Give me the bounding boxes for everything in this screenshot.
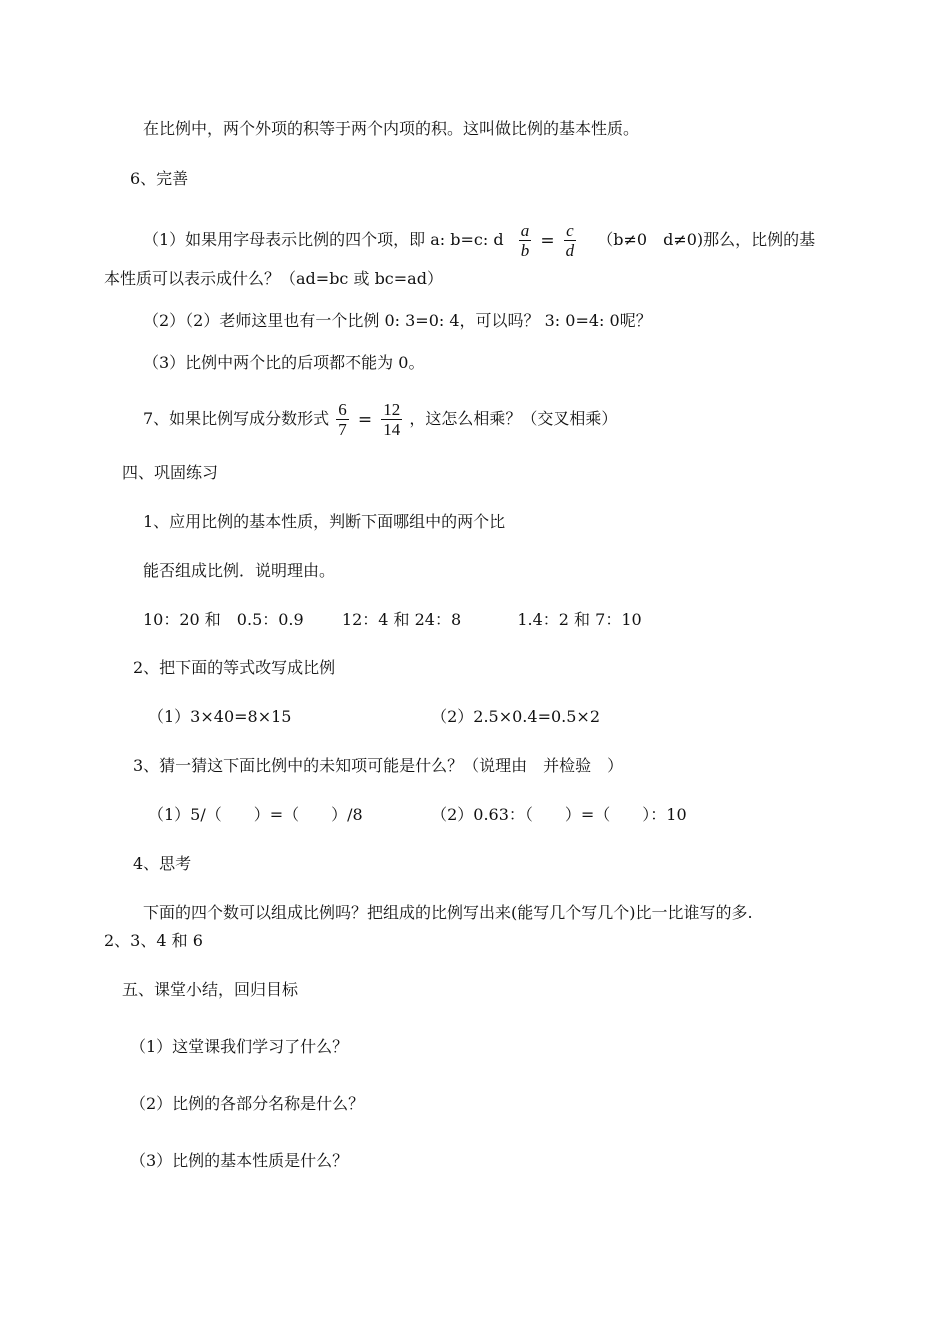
exercise-2-items — [148, 706, 600, 728]
exercise-3-prompt: 3、猜一猜这下面比例中的未知项可能是什么？（说理由 并检验 ） — [133, 756, 624, 775]
paragraph-basic-property: 在比例中，两个外项的积等于两个内项的积。这叫做比例的基本性质。 — [143, 119, 640, 138]
fraction-numerator: a — [520, 221, 530, 240]
proportion-blank-2: （2）0.63：（ ）=（ ）：10 — [431, 805, 687, 824]
exercise-3-items — [148, 804, 687, 826]
line-teacher-example: （2）（2）老师这里也有一个比例 0: 3=0: 4，可以吗？ 3: 0=4: 0呢？ — [143, 311, 652, 330]
exercise-2-prompt: 2、把下面的等式改写成比例 — [133, 658, 336, 677]
exercise-1-prompt: 1、应用比例的基本性质，判断下面哪组中的两个比 — [143, 512, 506, 531]
fraction-denominator: d — [565, 241, 575, 260]
fraction-numerator: 6 — [338, 400, 347, 419]
heading-consolidation-practice: 四、巩固练习 — [122, 463, 219, 482]
line-letters-represent — [143, 218, 815, 263]
ratio-pair-1: 10：20 和 0.5：0.9 — [143, 610, 304, 629]
equals-sign: = — [540, 230, 555, 251]
proportion-blank-1: （1）5/（ ）=（ ）/8 — [148, 805, 363, 824]
line-property-expression: 本性质可以表示成什么？（ad=bc 或 bc=ad） — [104, 269, 443, 288]
fraction-c-over-d — [564, 221, 577, 260]
exercise-1-subprompt: 能否组成比例．说明理由。 — [143, 561, 336, 580]
fraction-denominator: b — [520, 241, 530, 260]
fraction-numerator: c — [566, 221, 574, 240]
line-fraction-form — [143, 397, 617, 442]
summary-question-2: （2）比例的各部分名称是什么？ — [130, 1094, 365, 1113]
text-conditions: （b≠0 d≠0)那么，比例的基 — [597, 230, 816, 249]
fraction-numerator: 12 — [383, 400, 401, 419]
exercise-4-prompt: 下面的四个数可以组成比例吗？把组成的比例写出来(能写几个写几个)比一比谁写的多. — [143, 903, 753, 922]
exercise-4-numbers: 2、3、4 和 6 — [104, 931, 203, 950]
ratio-pair-2: 12：4 和 24：8 — [341, 610, 462, 629]
exercise-4-heading: 4、思考 — [133, 854, 192, 873]
text-cross-multiply: ，这怎么相乘？（交叉相乘） — [409, 409, 618, 428]
text-fraction-intro: 7、如果比例写成分数形式 — [143, 409, 330, 428]
fraction-denominator: 14 — [383, 420, 401, 439]
text-letters-intro: （1）如果用字母表示比例的四个项，即 a: b=c: d — [143, 230, 504, 249]
exercise-1-pairs — [143, 609, 642, 631]
heading-class-summary: 五、课堂小结，回归目标 — [122, 980, 299, 999]
fraction-a-over-b — [519, 221, 532, 260]
equation-1: （1）3×40=8×15 — [148, 707, 292, 726]
equals-sign: = — [357, 409, 373, 430]
fraction-denominator: 7 — [338, 420, 347, 439]
ratio-pair-3: 1.4：2 和 7：10 — [517, 610, 642, 629]
fraction-12-over-14 — [381, 400, 402, 439]
line-consequent-not-zero: （3）比例中两个比的后项都不能为 0。 — [143, 353, 425, 372]
fraction-6-over-7 — [336, 400, 349, 439]
heading-6-perfect: 6、完善 — [130, 169, 189, 188]
summary-question-3: （3）比例的基本性质是什么？ — [130, 1151, 349, 1170]
equation-2: （2）2.5×0.4=0.5×2 — [431, 707, 601, 726]
summary-question-1: （1）这堂课我们学习了什么？ — [130, 1037, 349, 1056]
